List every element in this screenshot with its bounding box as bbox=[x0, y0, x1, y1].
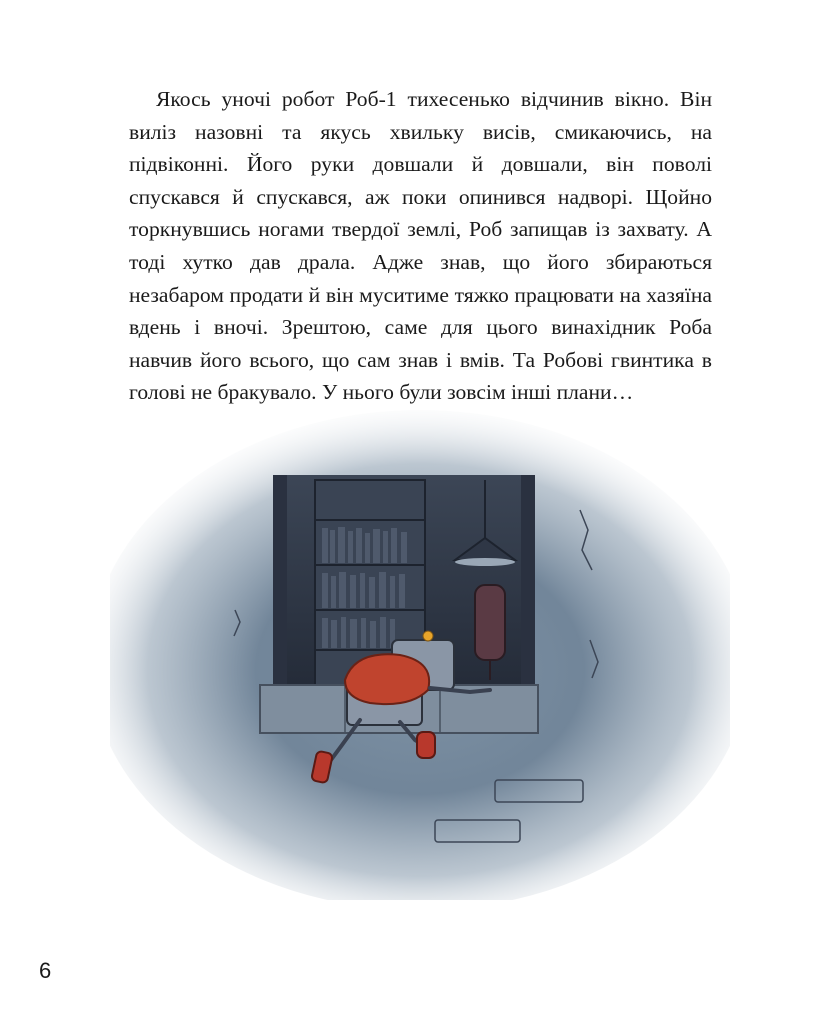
story-paragraph: Якось уночі робот Роб-1 тихесенько відчинив вікно. Він виліз назовні та якусь хвильку висів, смикаючись, на підвіконні. Його руки довшали й довшали, він поволі спускався й спускався, аж поки опинився надворі. Щойно торкнувшись ногами твердої землі, Роб запищав із захвату. А тоді хутко дав драла. Адже знав, що його збираються незабаром продати й він муситиме тяжко працювати на хазяїна вдень і вночі. Зрештою, саме для цього винахідник Роба навчив його всього, що сам знав і вмів. Та Робові гвинтика в голові не бракувало. У нього були зовсім інші плани… bbox=[129, 87, 712, 405]
robot-bag bbox=[345, 654, 429, 704]
robot-light bbox=[423, 631, 433, 641]
window-frame-right bbox=[521, 475, 535, 690]
robot-shoe-right bbox=[417, 732, 435, 758]
robot-window-illustration bbox=[110, 400, 730, 900]
window-frame-left bbox=[273, 475, 287, 690]
page-number: 6 bbox=[39, 958, 52, 983]
